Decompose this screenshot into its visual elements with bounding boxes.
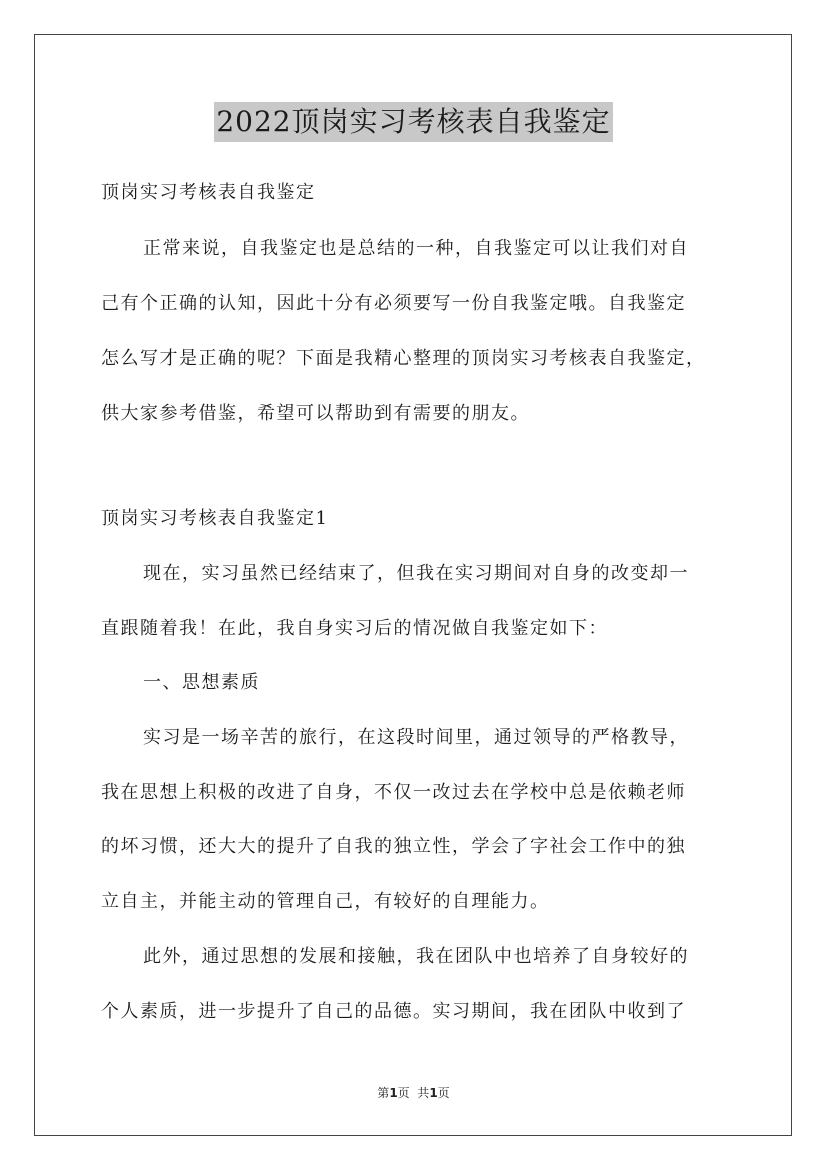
paragraph-line: 现在，实习虽然已经结束了，但我在实习期间对自身的改变却一 bbox=[143, 563, 689, 584]
page-footer bbox=[0, 1085, 827, 1101]
subsection-heading: 一、思想素质 bbox=[143, 672, 260, 693]
document-title: 2022顶岗实习考核表自我鉴定 bbox=[214, 102, 612, 142]
paragraph-line: 此外，通过思想的发展和接触，我在团队中也培养了自身较好的 bbox=[143, 946, 689, 967]
footer-mid: 页 共 bbox=[397, 1086, 430, 1100]
paragraph-line: 立自主，并能主动的管理自己，有较好的自理能力。 bbox=[101, 891, 550, 912]
paragraph-line: 怎么写才是正确的呢？下面是我精心整理的顶岗实习考核表自我鉴定， bbox=[101, 348, 706, 369]
paragraph-line: 己有个正确的认知，因此十分有必须要写一份自我鉴定哦。自我鉴定 bbox=[101, 293, 686, 314]
paragraph-line: 我在思想上积极的改进了自身，不仅一改过去在学校中总是依赖老师 bbox=[101, 782, 686, 803]
footer-suffix: 页 bbox=[437, 1086, 450, 1100]
paragraph-line: 直跟随着我！在此，我自身实习后的情况做自我鉴定如下： bbox=[101, 618, 608, 639]
footer-page-total: 1 bbox=[429, 1086, 438, 1100]
paragraph-line: 正常来说，自我鉴定也是总结的一种，自我鉴定可以让我们对自 bbox=[143, 238, 689, 259]
paragraph-line: 个人素质，进一步提升了自己的品德。实习期间，我在团队中收到了 bbox=[101, 1001, 686, 1022]
paragraph-line: 供大家参考借鉴，希望可以帮助到有需要的朋友。 bbox=[101, 403, 530, 424]
footer-prefix: 第 bbox=[377, 1086, 390, 1100]
paragraph-line: 实习是一场辛苦的旅行，在这段时间里，通过领导的严格教导， bbox=[143, 727, 689, 748]
section-heading-1: 顶岗实习考核表自我鉴定1 bbox=[101, 508, 329, 529]
footer-page-current: 1 bbox=[389, 1086, 398, 1100]
section-heading-intro: 顶岗实习考核表自我鉴定 bbox=[101, 182, 316, 203]
paragraph-line: 的坏习惯，还大大的提升了自我的独立性，学会了字社会工作中的独 bbox=[101, 836, 686, 857]
title-container bbox=[0, 102, 827, 142]
